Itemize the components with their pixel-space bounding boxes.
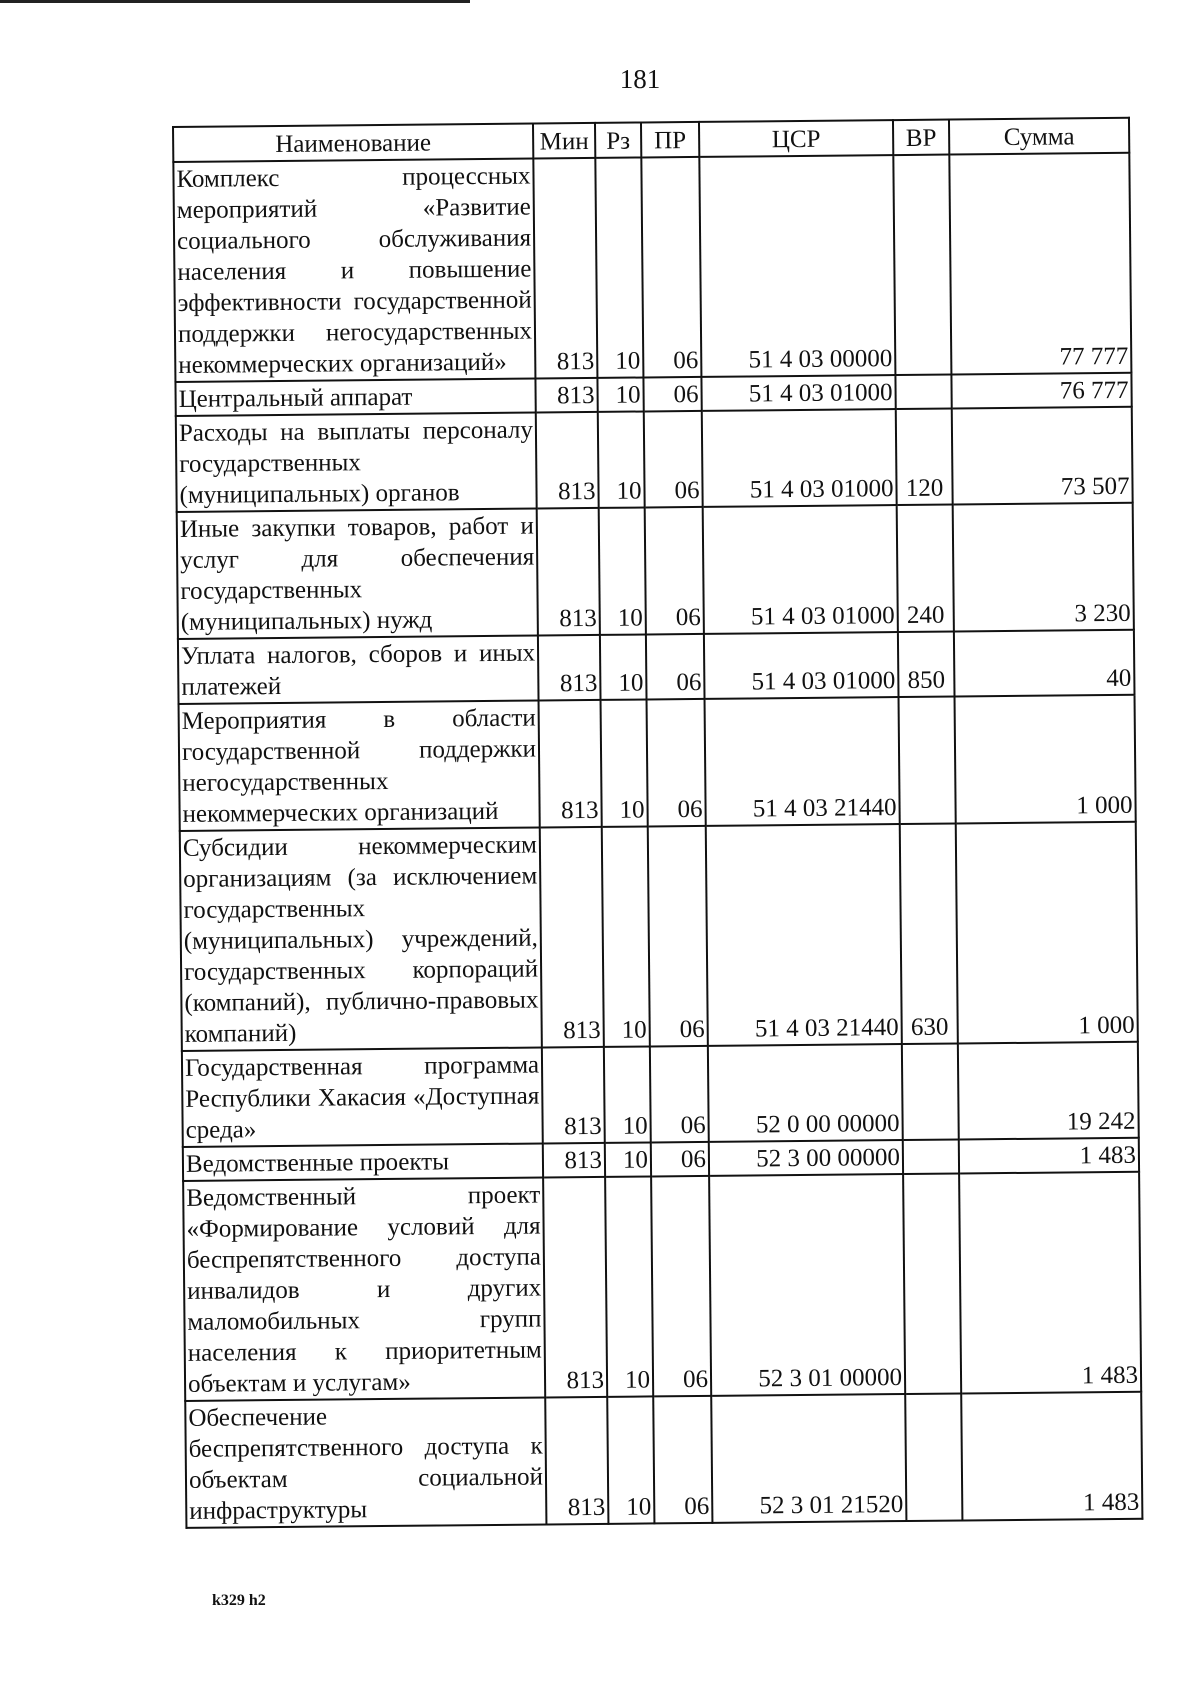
table-row xyxy=(176,407,1133,512)
cell-vr xyxy=(895,375,951,410)
cell-name: Мероприятия в области государственной поддержки негосударственных некоммерческих организаций xyxy=(179,701,540,831)
cell-sum: 77 777 xyxy=(949,153,1131,375)
cell-min: 813 xyxy=(537,508,600,636)
table-row xyxy=(173,153,1131,382)
cell-rz: 10 xyxy=(604,1046,651,1142)
cell-pr: 06 xyxy=(643,377,701,412)
cell-min: 813 xyxy=(538,635,601,701)
cell-name: Иные закупки товаров, работ и услуг для обеспечения государственных (муниципальных) нужд xyxy=(177,509,538,639)
cell-sum: 1 483 xyxy=(959,1138,1139,1174)
table-row xyxy=(178,630,1135,704)
cell-rz: 10 xyxy=(602,826,650,1046)
cell-pr: 06 xyxy=(646,634,705,700)
cell-csr: 51 4 03 01000 xyxy=(702,409,897,507)
cell-min: 813 xyxy=(545,1397,608,1525)
cell-sum: 1 483 xyxy=(961,1392,1142,1521)
cell-pr: 06 xyxy=(644,411,703,508)
cell-min: 813 xyxy=(533,158,597,379)
cell-name: Уплата налогов, сборов и иных платежей xyxy=(178,636,539,704)
table-row xyxy=(180,822,1138,1051)
cell-csr: 51 4 03 00000 xyxy=(699,155,895,377)
cell-pr: 06 xyxy=(647,699,706,827)
cell-vr: 630 xyxy=(900,824,958,1045)
cell-rz: 10 xyxy=(605,1142,651,1176)
budget-table xyxy=(172,117,1143,1529)
top-rule xyxy=(0,0,470,3)
header-rz: Рз xyxy=(595,122,641,157)
cell-csr: 52 3 00 00000 xyxy=(709,1140,903,1176)
cell-csr: 52 3 01 00000 xyxy=(709,1174,905,1396)
cell-pr: 06 xyxy=(651,1142,709,1177)
table-row xyxy=(183,1172,1141,1401)
cell-rz: 10 xyxy=(595,157,643,377)
footer-code: k329 h2 xyxy=(212,1592,266,1609)
cell-sum: 1 483 xyxy=(959,1172,1141,1394)
cell-csr: 51 4 03 01000 xyxy=(701,375,895,411)
cell-pr: 06 xyxy=(651,1176,711,1397)
cell-name: Центральный аппарат xyxy=(175,379,535,416)
cell-min: 813 xyxy=(539,700,602,828)
cell-pr: 06 xyxy=(645,507,704,635)
cell-csr: 51 4 03 21440 xyxy=(705,697,900,826)
cell-sum: 3 230 xyxy=(953,503,1134,632)
table-row xyxy=(182,1042,1139,1147)
cell-rz: 10 xyxy=(605,1176,653,1396)
cell-vr xyxy=(893,155,951,376)
header-name: Наименование xyxy=(173,124,533,162)
cell-csr: 51 4 03 21440 xyxy=(706,824,902,1046)
budget-table-wrapper xyxy=(172,117,1143,1529)
cell-rz: 10 xyxy=(599,507,646,634)
cell-vr xyxy=(903,1173,961,1394)
cell-rz: 10 xyxy=(598,411,645,507)
header-sum: Сумма xyxy=(949,118,1129,155)
cell-vr: 850 xyxy=(898,632,955,698)
cell-vr xyxy=(899,697,956,825)
cell-min: 813 xyxy=(540,827,604,1048)
table-row xyxy=(177,503,1134,639)
cell-sum: 1 000 xyxy=(956,822,1138,1044)
cell-sum: 1 000 xyxy=(955,695,1136,824)
header-vr: ВР xyxy=(893,120,949,156)
cell-min: 813 xyxy=(543,1177,607,1398)
cell-name: Ведомственные проекты xyxy=(183,1143,543,1180)
cell-vr: 120 xyxy=(896,409,953,506)
cell-pr: 06 xyxy=(650,1046,709,1143)
header-min: Мин xyxy=(533,123,595,159)
cell-name: Ведомственный проект «Формирование условий для беспрепятственного доступа инвалидов и других маломобильных групп населения к приоритетным объектам и услугам» xyxy=(183,1177,545,1400)
cell-sum: 40 xyxy=(954,630,1135,697)
cell-vr xyxy=(903,1139,959,1174)
cell-csr: 52 0 00 00000 xyxy=(708,1044,903,1142)
cell-vr: 240 xyxy=(897,505,954,633)
cell-csr: 51 4 03 01000 xyxy=(704,632,899,699)
cell-name: Субсидии некоммерческим организациям (за исключением государственных (муниципальных) учреждений, государственных корпораций (компаний), публично-правовых компаний) xyxy=(180,828,542,1051)
cell-name: Комплекс процессных мероприятий «Развитие социального обслуживания населения и повышение эффективности государственной поддержки негосударственных некоммерческих организаций» xyxy=(173,159,535,382)
header-pr: ПР xyxy=(641,122,699,158)
table-row xyxy=(179,695,1136,831)
cell-rz: 10 xyxy=(607,1396,654,1523)
cell-vr xyxy=(905,1393,962,1521)
cell-name: Расходы на выплаты персоналу государственных (муниципальных) органов xyxy=(176,413,537,512)
cell-min: 813 xyxy=(543,1143,605,1178)
cell-csr: 52 3 01 21520 xyxy=(711,1394,906,1523)
cell-min: 813 xyxy=(535,378,597,413)
cell-rz: 10 xyxy=(597,377,643,411)
cell-sum: 73 507 xyxy=(952,407,1133,505)
cell-name: Обеспечение беспрепятственного доступа к объектам социальной инфраструктуры xyxy=(185,1397,546,1527)
cell-rz: 10 xyxy=(601,699,648,826)
cell-pr: 06 xyxy=(648,826,708,1047)
cell-rz: 10 xyxy=(600,634,647,699)
cell-sum: 76 777 xyxy=(951,373,1131,409)
cell-pr: 06 xyxy=(641,157,701,378)
header-csr: ЦСР xyxy=(699,120,893,157)
cell-pr: 06 xyxy=(653,1396,712,1524)
cell-sum: 19 242 xyxy=(958,1042,1139,1140)
page-number: 181 xyxy=(619,64,661,94)
cell-name: Государственная программа Республики Хакасия «Доступная среда» xyxy=(182,1047,543,1146)
cell-min: 813 xyxy=(536,412,599,509)
cell-min: 813 xyxy=(542,1047,605,1144)
cell-vr xyxy=(902,1043,959,1140)
table-row xyxy=(185,1392,1142,1528)
cell-csr: 51 4 03 01000 xyxy=(703,505,898,634)
